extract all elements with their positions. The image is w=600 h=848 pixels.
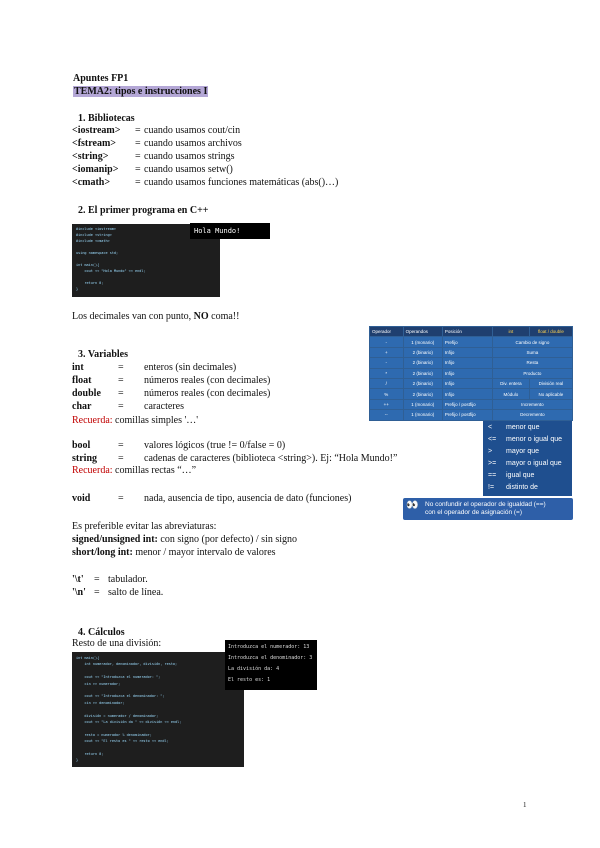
- type-row-description: valores lógicos (true != 0/false = 0): [144, 440, 286, 451]
- type-row-description: números reales (con decimales): [144, 375, 271, 386]
- topic-highlight: TEMA2: tipos e instrucciones I: [74, 86, 208, 97]
- escape-description: salto de línea.: [108, 587, 164, 598]
- table-cell: Módulo: [492, 389, 529, 399]
- operators-row: [370, 347, 573, 357]
- type-row-description: caracteres: [144, 401, 184, 412]
- table-cell: --: [370, 410, 404, 420]
- table-cell: %: [370, 389, 404, 399]
- table-cell: +: [370, 347, 404, 357]
- code-line: }: [76, 287, 79, 291]
- comparison-operator: !=: [488, 484, 495, 491]
- header-cell: float / double: [529, 327, 572, 337]
- type-row-description: números reales (con decimales): [144, 388, 271, 399]
- escape-description: tabulador.: [108, 574, 148, 585]
- library-row-equals: =: [135, 177, 141, 188]
- table-cell: 1 (monario): [403, 337, 442, 347]
- comparison-operator: <: [488, 424, 493, 431]
- type-row-name: bool: [72, 440, 91, 451]
- escape-code: '\n': [72, 587, 86, 598]
- header-cell: Operandos: [403, 327, 442, 337]
- page-number: 1: [523, 801, 527, 809]
- table-cell: 1 (monario): [403, 399, 442, 409]
- code-line: }: [76, 758, 79, 763]
- type-row-equals: =: [118, 388, 124, 399]
- table-cell: 2 (binario): [403, 389, 442, 399]
- abbreviations-intro: Es preferible evitar las abreviaturas:: [72, 521, 217, 532]
- operators-row: [370, 337, 573, 347]
- comparison-description: menor que: [506, 424, 540, 431]
- reminder-label: Recuerda:: [72, 465, 113, 476]
- code-line: #include <iostream>: [76, 227, 117, 231]
- table-cell: Incremento: [492, 399, 572, 409]
- code-line: int main(){: [76, 656, 100, 660]
- comparison-operator: >=: [488, 460, 497, 467]
- terminal-line: La división da: 4: [228, 666, 280, 672]
- table-cell: Infijo: [442, 368, 492, 378]
- comparison-operator: >: [488, 448, 493, 455]
- code-line: cout << "Hola Mundo" << endl;: [76, 269, 146, 273]
- operators-row: [370, 399, 573, 409]
- code-line: #include <cmath>: [76, 239, 110, 243]
- code-line: int main(){: [76, 263, 100, 267]
- table-cell: -: [370, 337, 404, 347]
- comparison-description: mayor o igual que: [506, 460, 562, 467]
- comparison-operator: ==: [488, 472, 497, 479]
- operators-row: [370, 358, 573, 368]
- table-cell: Prefijo: [442, 337, 492, 347]
- table-cell: Prefijo / postfijo: [442, 399, 492, 409]
- type-row-name: string: [72, 453, 97, 464]
- code-line: return 0;: [76, 281, 104, 285]
- library-row-description: cuando usamos archivos: [144, 138, 242, 149]
- code-line: return 0;: [76, 752, 104, 756]
- note-line2: con el operador de asignación (=): [425, 509, 523, 516]
- document-title: Apuntes FP1: [73, 73, 129, 84]
- table-cell: 2 (binario): [403, 378, 442, 388]
- comparison-description: igual que: [506, 472, 535, 479]
- comparison-operator: <=: [488, 436, 497, 443]
- comparison-description: distinto de: [506, 484, 538, 491]
- section3-heading: 3. Variables: [78, 349, 129, 360]
- hello-world-output: [190, 223, 270, 239]
- table-cell: No aplicable: [529, 389, 572, 399]
- table-cell: Prefijo / postfijo: [442, 410, 492, 420]
- header-cell: int: [492, 327, 529, 337]
- comparison-description: mayor que: [506, 448, 540, 455]
- library-row-equals: =: [135, 138, 141, 149]
- library-row-equals: =: [135, 164, 141, 175]
- type-row-equals: =: [118, 453, 124, 464]
- table-cell: Producto: [492, 368, 572, 378]
- equality-warning-note: [403, 498, 573, 520]
- code-line: cin >> numerador;: [76, 681, 121, 686]
- table-cell: Decremento: [492, 410, 572, 420]
- code-line: cout << "Introduzca el numerador: ";: [76, 675, 161, 680]
- type-row-equals: =: [118, 440, 124, 451]
- terminal-line: Introduzca el numerador: 13: [228, 644, 310, 650]
- operators-header-row: [370, 327, 573, 337]
- type-row-name: float: [72, 375, 92, 386]
- library-row-description: cuando usamos strings: [144, 151, 235, 162]
- table-cell: Infijo: [442, 358, 492, 368]
- comparison-operators-box: [483, 421, 572, 496]
- code-line: resto = numerador % denominador;: [76, 732, 152, 737]
- section4-subheading: Resto de una división:: [72, 638, 162, 649]
- terminal-line: Introduzca el denominador: 3: [228, 655, 313, 661]
- table-cell: Div. entera: [492, 378, 529, 388]
- reminder-double-quotes: Recuerda: comillas rectas “…”: [72, 465, 197, 476]
- table-cell: Infijo: [442, 347, 492, 357]
- code-line: cout << "La división da " << división << endl;: [76, 720, 182, 724]
- code-line: cin >> denominador;: [76, 700, 125, 705]
- header-cell: Posición: [442, 327, 492, 337]
- table-cell: *: [370, 368, 404, 378]
- operators-row: [370, 389, 573, 399]
- division-output-terminal: [225, 640, 317, 690]
- operators-row: [370, 410, 573, 420]
- header-cell: Operador: [370, 327, 404, 337]
- library-row-equals: =: [135, 151, 141, 162]
- escape-equals: =: [94, 574, 100, 585]
- code-line: cout << "Introduzca el denominador: ";: [76, 694, 165, 699]
- terminal-line: El resto es: 1: [228, 677, 271, 683]
- library-row-name: <iomanip>: [72, 164, 119, 175]
- reminder-label: Recuerda:: [72, 415, 113, 426]
- library-row-name: <cmath>: [72, 177, 111, 188]
- type-row-equals: =: [118, 362, 124, 373]
- section1-heading: 1. Bibliotecas: [78, 113, 135, 124]
- section4-heading: 4. Cálculos: [78, 627, 125, 638]
- table-cell: Resta: [492, 358, 572, 368]
- operators-row: [370, 368, 573, 378]
- type-row-name: int: [72, 362, 84, 373]
- library-row-equals: =: [135, 125, 141, 136]
- table-cell: Suma: [492, 347, 572, 357]
- table-cell: -: [370, 358, 404, 368]
- operators-row: [370, 378, 573, 388]
- table-cell: 2 (binario): [403, 358, 442, 368]
- library-row-name: <iostream>: [72, 125, 121, 136]
- section2-heading: 2. El primer programa en C++: [78, 205, 209, 216]
- table-cell: División real: [529, 378, 572, 388]
- escape-equals: =: [94, 587, 100, 598]
- table-cell: Infijo: [442, 389, 492, 399]
- library-row-description: cuando usamos setw(): [144, 164, 233, 175]
- library-row-name: <string>: [72, 151, 109, 162]
- division-code-screenshot: [72, 652, 244, 767]
- topic-title: [73, 86, 208, 98]
- code-line: cout << "El resto es " << resto << endl;: [76, 739, 169, 744]
- type-row-name: char: [72, 401, 92, 412]
- type-row-equals: =: [118, 401, 124, 412]
- table-cell: Cambio de signo: [492, 337, 572, 347]
- code-line: int numerador, denominador, división, resto;: [76, 662, 178, 667]
- table-cell: Infijo: [442, 378, 492, 388]
- comparison-description: menor o igual que: [506, 436, 563, 443]
- table-cell: 1 (monario): [403, 410, 442, 420]
- type-row-equals: =: [118, 375, 124, 386]
- type-row-description: cadenas de caracteres (biblioteca <string>). Ej: “Hola Mundo!”: [144, 453, 398, 464]
- output-text: Hola Mundo!: [194, 227, 241, 235]
- escape-code: '\t': [72, 574, 84, 585]
- operators-table: [369, 326, 573, 421]
- eyes-icon: 👀: [406, 500, 419, 511]
- library-row-name: <fstream>: [72, 138, 116, 149]
- table-cell: 2 (binario): [403, 347, 442, 357]
- short-long-line: short/long int: menor / mayor intervalo de valores: [72, 547, 276, 558]
- table-cell: /: [370, 378, 404, 388]
- type-row-name: double: [72, 388, 101, 399]
- reminder-single-quotes: Recuerda: comillas simples '…': [72, 415, 199, 426]
- code-line: #include <string>: [76, 233, 112, 237]
- table-cell: ++: [370, 399, 404, 409]
- library-row-description: cuando usamos funciones matemáticas (abs()…): [144, 177, 339, 188]
- signed-unsigned-line: signed/unsigned int: con signo (por defecto) / sin signo: [72, 534, 298, 545]
- decimals-note: Los decimales van con punto, NO coma!!: [72, 311, 240, 322]
- note-line1: No confundir el operador de igualdad (==): [425, 501, 546, 508]
- library-row-description: cuando usamos cout/cin: [144, 125, 241, 136]
- code-line: división = numerador / denominador;: [76, 713, 159, 718]
- type-row-description: enteros (sin decimales): [144, 362, 237, 373]
- table-cell: 2 (binario): [403, 368, 442, 378]
- code-line: using namespace std;: [76, 251, 119, 255]
